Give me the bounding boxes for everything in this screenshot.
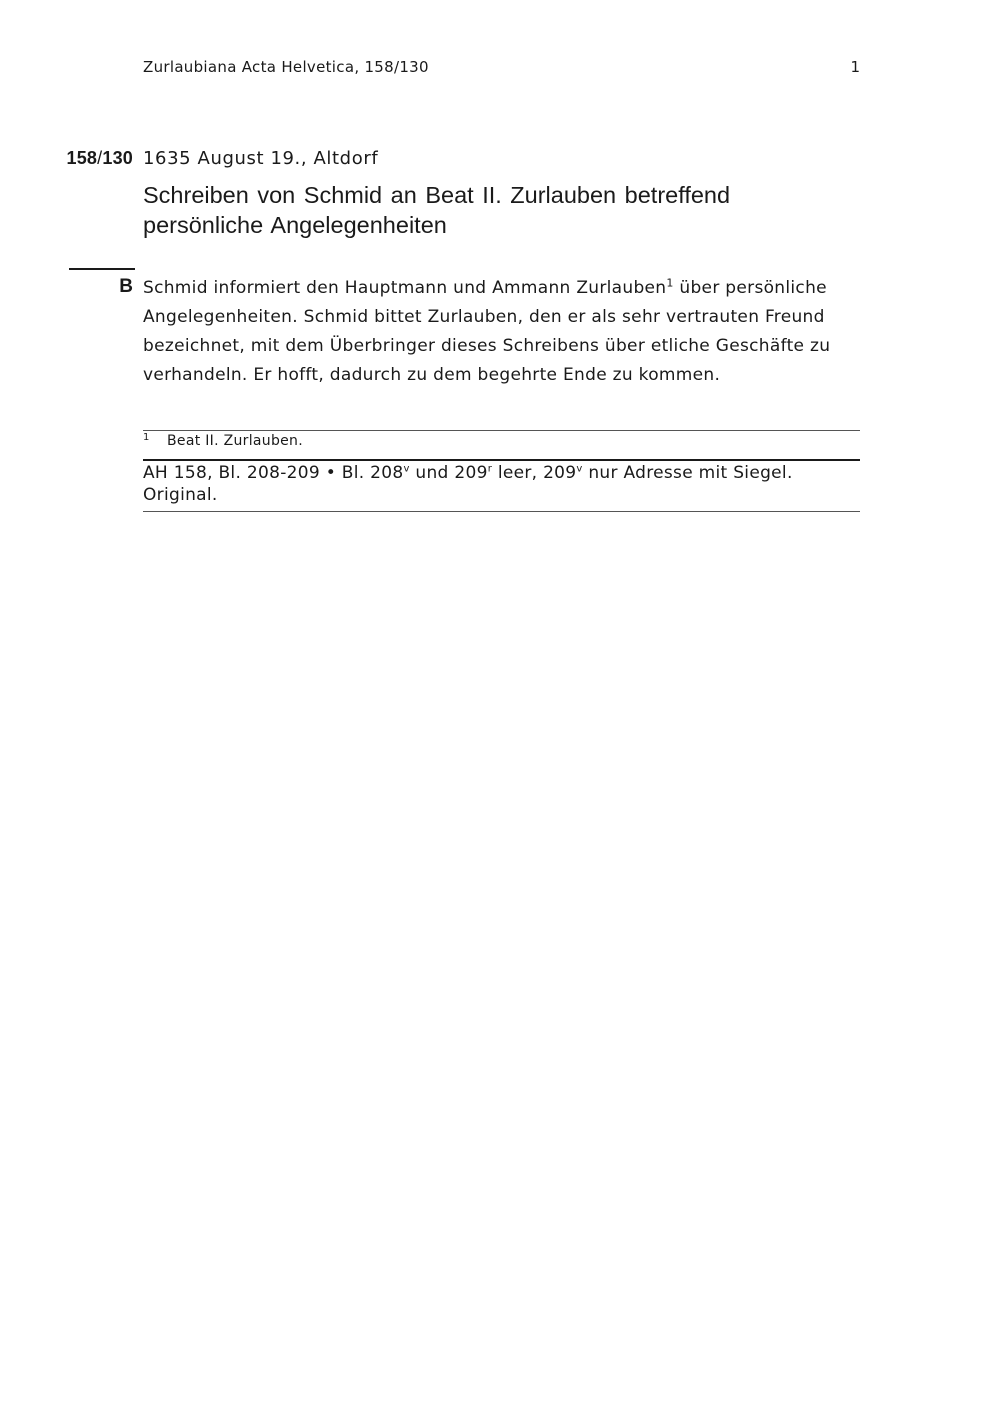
document-number-slash: / (97, 148, 103, 168)
source-text-3: leer, 209 (492, 463, 577, 483)
source-sup-3: v (576, 463, 583, 475)
source-sup-2: r (487, 463, 493, 475)
summary-paragraph (143, 274, 873, 390)
source-sup-1: v (403, 463, 410, 475)
source-line-1 (143, 462, 860, 484)
summary-text-part-2: über persönliche Angelegenheiten. Schmid bittet Zurlauben, den er als sehr vertrauten Freund bezeichnet, mit dem Überbringer dieses Schreibens über etliche Geschäfte zu verhandeln. Er hofft, dadurch zu dem begehrte Ende zu kommen. (143, 278, 831, 385)
footnote-number: 1 (143, 432, 150, 443)
footnote-text: Beat II. Zurlauben. (167, 433, 303, 449)
summary-text-part-1: Schmid informiert den Hauptmann und Ammann Zurlauben (143, 278, 667, 298)
document-number-item: 130 (102, 148, 133, 168)
page-number: 1 (850, 58, 860, 76)
source-rule-bottom (143, 511, 860, 512)
source-note (143, 462, 860, 506)
document-title-line-1: Schreiben von Schmid an Beat II. Zurlauben betreffend (143, 182, 731, 208)
source-text-4: nur Adresse mit Siegel. (582, 463, 793, 483)
source-line-2: Original. (143, 485, 218, 505)
document-date-place: 1635 August 19., Altdorf (143, 148, 379, 169)
section-rule (69, 268, 135, 270)
footnote (143, 431, 303, 451)
section-marker: B (119, 276, 133, 297)
source-text-1: AH 158, Bl. 208-209 • Bl. 208 (143, 463, 404, 483)
running-head: Zurlaubiana Acta Helvetica, 158/130 (143, 58, 429, 76)
document-number (40, 148, 133, 169)
source-text-2: und 209 (409, 463, 488, 483)
document-title-line-2: persönliche Angelegenheiten (143, 212, 447, 238)
document-number-volume: 158 (66, 148, 98, 168)
footnote-reference: 1 (666, 276, 674, 290)
source-rule-top (143, 459, 860, 461)
document-title (143, 180, 793, 240)
